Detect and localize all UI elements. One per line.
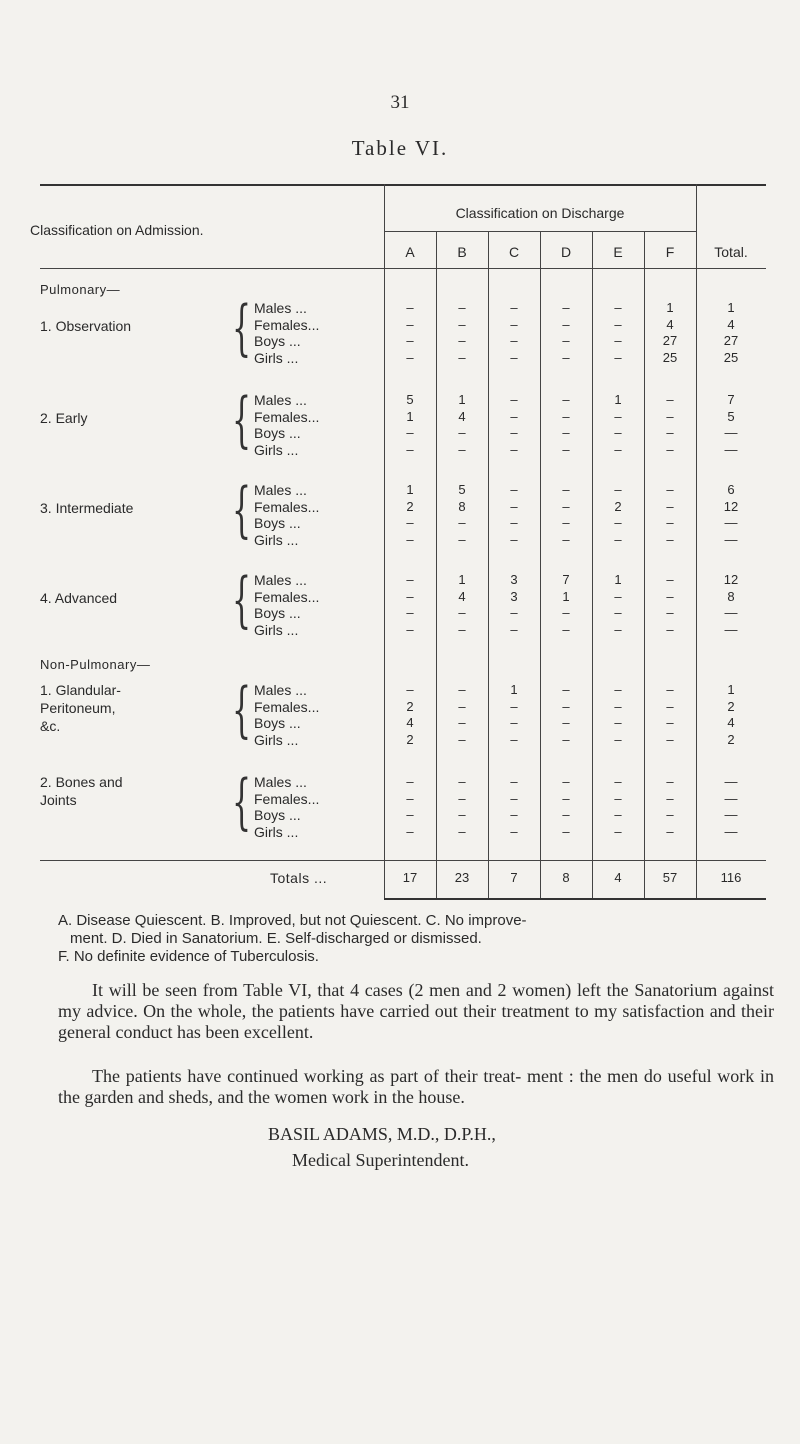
row-total: 12: [723, 498, 739, 514]
table-cell: –: [406, 300, 414, 315]
table-cell: –: [614, 731, 622, 747]
table-cell: –: [510, 349, 518, 365]
paragraph-1: It will be seen from Table VI, that 4 cases (2 men and 2 women) left the Sanatorium against my advice. On the whole, the patients have carried out their treatment to my satisfaction and their general conduct has been excellent.: [58, 980, 774, 1042]
table-cell: –: [614, 349, 622, 365]
table-cell: –: [458, 731, 466, 747]
table-cell: –: [510, 425, 518, 440]
table-cell: –: [510, 790, 518, 806]
table-cell: 7: [562, 572, 570, 587]
table-cell: –: [510, 715, 518, 730]
totals-cell: 17: [402, 870, 418, 885]
table-cell: 8: [458, 498, 466, 514]
table-cell: 1: [562, 588, 570, 604]
table-cell: –: [666, 392, 674, 407]
table-cell: 5: [406, 392, 414, 407]
col-header-a: A: [405, 244, 415, 260]
table-cell: –: [614, 807, 622, 822]
table-cell: –: [458, 441, 466, 457]
table-cell: 1: [406, 482, 414, 497]
row-total: —: [724, 807, 738, 822]
table-cell: 4: [406, 715, 414, 730]
bottom-rule: [384, 898, 766, 900]
table-cell: –: [510, 515, 518, 530]
table-cell: –: [406, 531, 414, 547]
row-total: 7: [727, 392, 735, 407]
group-name: 2. Early: [40, 410, 88, 426]
row-label: Males ...: [254, 300, 307, 316]
row-total: 27: [723, 333, 739, 348]
table-cell: –: [510, 774, 518, 789]
legend-line: ment. D. Died in Sanatorium. E. Self-discharged or dismissed.: [70, 930, 482, 947]
table-cell: –: [562, 531, 570, 547]
table-cell: –: [666, 531, 674, 547]
group-name: &c.: [40, 718, 61, 734]
row-label: Boys ...: [254, 715, 301, 731]
row-total: —: [724, 605, 738, 620]
table-legend: [58, 912, 778, 966]
row-total: —: [724, 621, 738, 637]
row-total: 1: [727, 682, 735, 697]
table-cell: –: [562, 408, 570, 424]
col-header-d: D: [560, 244, 572, 260]
totals-cell: 23: [454, 870, 470, 885]
row-total: —: [724, 823, 738, 839]
table-cell: –: [510, 531, 518, 547]
row-label: Females...: [254, 790, 320, 807]
table-cell: –: [614, 715, 622, 730]
table-cell: –: [458, 621, 466, 637]
table-cell: –: [614, 316, 622, 332]
section-title: Non-Pulmonary—: [40, 657, 151, 672]
group-brace: {: [232, 565, 252, 635]
table-cell: –: [458, 774, 466, 789]
table-cell: –: [458, 349, 466, 365]
table-cell: –: [510, 498, 518, 514]
totals-label: Totals ...: [270, 870, 328, 886]
table-cell: –: [458, 715, 466, 730]
table-cell: –: [510, 621, 518, 637]
table-cell: 1: [510, 682, 518, 697]
table-cell: –: [614, 621, 622, 637]
row-total: —: [724, 441, 738, 457]
table-cell: –: [510, 392, 518, 407]
col-header-b: B: [457, 244, 467, 260]
table-cell: –: [406, 823, 414, 839]
table-cell: –: [406, 349, 414, 365]
row-total: —: [724, 425, 738, 440]
table-cell: 1: [614, 392, 622, 407]
discharge-group-header: Classification on Discharge: [455, 205, 625, 221]
row-label: Boys ...: [254, 425, 301, 441]
table-cell: –: [458, 316, 466, 332]
table-cell: –: [406, 572, 414, 587]
totals-cell: 57: [662, 870, 678, 885]
table-cell: –: [562, 482, 570, 497]
row-label: Females...: [254, 408, 320, 425]
table-cell: –: [666, 774, 674, 789]
table-cell: –: [666, 807, 674, 822]
row-total: 12: [723, 572, 739, 587]
row-label: Boys ...: [254, 333, 301, 349]
row-label: Girls ...: [254, 531, 299, 548]
table-cell: 1: [614, 572, 622, 587]
row-label: Girls ...: [254, 731, 299, 748]
row-label: Girls ...: [254, 823, 299, 840]
table-cell: 1: [666, 300, 674, 315]
table-cell: –: [458, 333, 466, 348]
table-cell: –: [562, 498, 570, 514]
table-cell: –: [562, 790, 570, 806]
row-label: Girls ...: [254, 349, 299, 366]
row-label: Boys ...: [254, 515, 301, 531]
table-cell: –: [406, 515, 414, 530]
table-cell: –: [458, 425, 466, 440]
table-cell: –: [562, 300, 570, 315]
table-cell: –: [458, 531, 466, 547]
group-name: 3. Intermediate: [40, 500, 134, 516]
total-header: Total.: [714, 244, 748, 260]
table-cell: –: [562, 441, 570, 457]
legend-line: A. Disease Quiescent. B. Improved, but not Quiescent. C. No improve-: [58, 912, 527, 929]
table-cell: 3: [510, 572, 518, 587]
table-cell: –: [510, 441, 518, 457]
table-cell: –: [666, 682, 674, 697]
table-cell: –: [666, 731, 674, 747]
table-cell: –: [562, 425, 570, 440]
table-cell: –: [614, 588, 622, 604]
table-cell: –: [510, 731, 518, 747]
row-label: Females...: [254, 498, 320, 515]
table-cell: –: [458, 682, 466, 697]
row-label: Males ...: [254, 572, 307, 588]
table-cell: –: [666, 715, 674, 730]
table-cell: –: [666, 572, 674, 587]
table-cell: –: [458, 300, 466, 315]
table-cell: –: [406, 316, 414, 332]
table-cell: –: [406, 774, 414, 789]
table-cell: –: [562, 715, 570, 730]
row-total: 5: [727, 408, 735, 424]
table-title: Table VI.: [351, 136, 449, 160]
table-cell: –: [666, 823, 674, 839]
row-total: 4: [727, 715, 735, 730]
section-title: Pulmonary—: [40, 282, 121, 297]
row-label: Males ...: [254, 682, 307, 698]
table-cell: –: [458, 698, 466, 714]
table-cell: –: [666, 698, 674, 714]
table-cell: –: [614, 441, 622, 457]
totals-cell: 8: [562, 870, 570, 885]
table-cell: –: [406, 682, 414, 697]
row-total: 8: [727, 588, 735, 604]
col-header-c: C: [508, 244, 520, 260]
table-cell: –: [562, 621, 570, 637]
row-total: —: [724, 774, 738, 789]
row-total: —: [724, 531, 738, 547]
table-cell: –: [614, 605, 622, 620]
table-cell: –: [458, 790, 466, 806]
legend-line: F. No definite evidence of Tuberculosis.: [58, 948, 319, 965]
group-brace: {: [232, 675, 252, 745]
table-cell: –: [666, 621, 674, 637]
group-brace: {: [232, 767, 252, 837]
table-cell: –: [614, 300, 622, 315]
top-rule: [40, 184, 766, 186]
table-cell: –: [406, 425, 414, 440]
row-label: Females...: [254, 588, 320, 605]
table-cell: –: [614, 515, 622, 530]
table-cell: –: [562, 349, 570, 365]
table-cell: –: [406, 807, 414, 822]
row-total: 2: [727, 731, 735, 747]
table-cell: 2: [406, 731, 414, 747]
row-label: Boys ...: [254, 807, 301, 823]
table-cell: –: [666, 408, 674, 424]
group-name: Joints: [40, 792, 77, 808]
table-cell: –: [614, 682, 622, 697]
group-name: 4. Advanced: [40, 590, 118, 606]
table-cell: 27: [662, 333, 678, 348]
table-cell: 25: [662, 349, 678, 365]
row-label: Males ...: [254, 392, 307, 408]
table-cell: –: [666, 605, 674, 620]
row-total: —: [724, 515, 738, 530]
table-cell: 4: [666, 316, 674, 332]
page-number: 31: [390, 92, 410, 113]
group-name: 2. Bones and: [40, 774, 123, 790]
table-cell: –: [614, 774, 622, 789]
row-total: 6: [727, 482, 735, 497]
table-cell: –: [510, 333, 518, 348]
table-cell: –: [562, 731, 570, 747]
table-cell: –: [562, 774, 570, 789]
table-cell: 4: [458, 408, 466, 424]
table-cell: –: [510, 408, 518, 424]
totals-cell: 7: [510, 870, 518, 885]
totals-cell: 4: [614, 870, 622, 885]
group-brace: {: [232, 475, 252, 545]
paragraph-2: The patients have continued working as part of their treat- ment : the men do useful work in the garden and sheds, and the women work in the house.: [58, 1066, 774, 1107]
table-cell: –: [614, 425, 622, 440]
table-cell: –: [406, 605, 414, 620]
table-cell: –: [614, 333, 622, 348]
group-brace: {: [232, 385, 252, 455]
row-label: Females...: [254, 316, 320, 333]
table-cell: –: [562, 605, 570, 620]
table-cell: –: [406, 333, 414, 348]
table-cell: –: [666, 482, 674, 497]
table-cell: –: [614, 531, 622, 547]
table-cell: –: [666, 498, 674, 514]
table-cell: –: [510, 300, 518, 315]
table-cell: –: [458, 605, 466, 620]
group-name: 1. Observation: [40, 318, 132, 334]
signature-name: BASIL ADAMS, M.D., D.P.H.,: [268, 1124, 496, 1144]
table-cell: –: [562, 316, 570, 332]
col-header-f: F: [665, 244, 675, 260]
table-cell: –: [562, 698, 570, 714]
table-cell: 1: [458, 392, 466, 407]
row-total: 1: [727, 300, 735, 315]
table-cell: –: [510, 823, 518, 839]
table-cell: –: [510, 698, 518, 714]
signature-title: Medical Superintendent.: [292, 1150, 469, 1170]
table-cell: –: [458, 823, 466, 839]
table-cell: 1: [406, 408, 414, 424]
table-cell: –: [614, 698, 622, 714]
table-cell: –: [510, 482, 518, 497]
table-cell: –: [614, 408, 622, 424]
table-cell: 5: [458, 482, 466, 497]
table-cell: 2: [406, 698, 414, 714]
row-label: Males ...: [254, 774, 307, 790]
row-total: 25: [723, 349, 739, 365]
table-cell: –: [510, 605, 518, 620]
row-label-header: Classification on Admission.: [30, 222, 204, 238]
col-header-e: E: [613, 244, 623, 260]
table-cell: –: [666, 515, 674, 530]
table-cell: –: [406, 441, 414, 457]
table-cell: –: [666, 441, 674, 457]
table-cell: 2: [406, 498, 414, 514]
table-cell: 4: [458, 588, 466, 604]
group-name: Peritoneum,: [40, 700, 116, 716]
table-cell: –: [666, 790, 674, 806]
table-cell: 2: [614, 498, 622, 514]
row-total: 4: [727, 316, 735, 332]
table-cell: –: [562, 392, 570, 407]
table-cell: –: [406, 790, 414, 806]
row-total: —: [724, 790, 738, 806]
table-cell: –: [510, 316, 518, 332]
row-label: Girls ...: [254, 441, 299, 458]
group-name: 1. Glandular-: [40, 682, 121, 698]
row-label: Males ...: [254, 482, 307, 498]
row-total: 2: [727, 698, 735, 714]
table-cell: –: [458, 807, 466, 822]
table-cell: –: [562, 515, 570, 530]
group-brace: {: [232, 293, 252, 363]
row-label: Females...: [254, 698, 320, 715]
grand-total: 116: [720, 870, 742, 885]
table-cell: –: [614, 790, 622, 806]
table-cell: –: [406, 588, 414, 604]
table-cell: –: [666, 588, 674, 604]
row-label: Boys ...: [254, 605, 301, 621]
table-cell: –: [562, 807, 570, 822]
table-cell: –: [614, 482, 622, 497]
totals-rule: [40, 860, 766, 861]
table-cell: –: [562, 823, 570, 839]
header-rule: [40, 268, 766, 269]
table-cell: –: [458, 515, 466, 530]
table-cell: –: [614, 823, 622, 839]
table-cell: 1: [458, 572, 466, 587]
table-cell: –: [562, 682, 570, 697]
table-cell: –: [666, 425, 674, 440]
table-cell: –: [406, 621, 414, 637]
table-cell: –: [510, 807, 518, 822]
row-label: Girls ...: [254, 621, 299, 638]
table-cell: –: [562, 333, 570, 348]
table-cell: 3: [510, 588, 518, 604]
